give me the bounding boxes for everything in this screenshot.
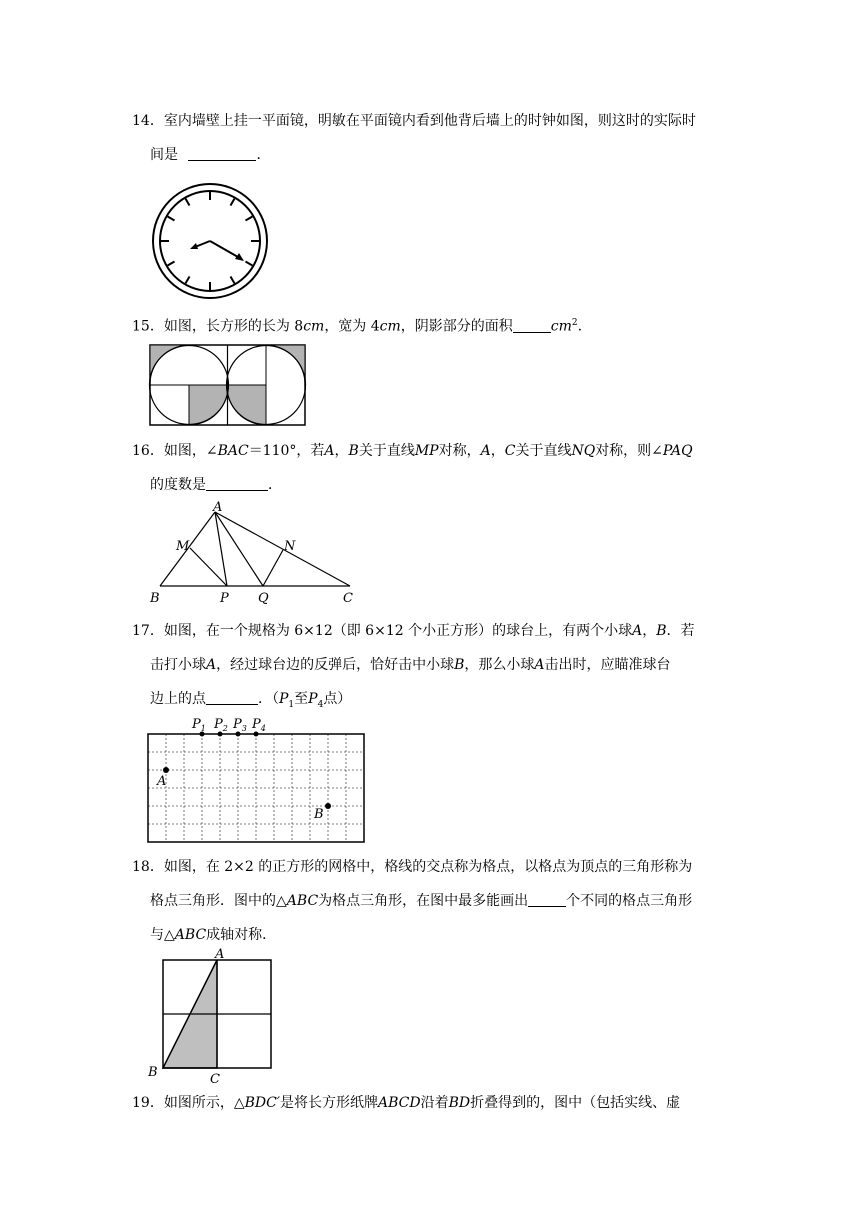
q16-label-M: M: [176, 539, 190, 554]
q16-label-B: B: [150, 591, 160, 606]
q17-ball-A: [163, 767, 169, 773]
q16-triangle-figure: [145, 500, 365, 608]
q16-line2: 的度数是 ．: [150, 477, 282, 493]
q18-line1: 18．如图，在 2×2 的正方形的网格中，格线的交点称为格点，以格点为顶点的三角形称为: [132, 859, 693, 875]
q17-line2: 击打小球A，经过球台边的反弹后，恰好击中小球B，那么小球A击出时，应瞄准球台: [150, 657, 671, 673]
q14-number: 14．: [132, 113, 164, 129]
q17-line1: 17．如图，在一个规格为 6×12（即 6×12 个小正方形）的球台上，有两个小球A，B．若: [132, 623, 695, 639]
q15-line1: 15．如图，长方形的长为 8cm，宽为 4cm，阴影部分的面积 $cm^2$.: [132, 318, 583, 335]
q17-number: 17．: [132, 623, 164, 639]
q15-answer-blank[interactable]: [513, 318, 551, 333]
clock-hour-arrow: [190, 243, 198, 249]
q16-line1: 16．如图，∠BAC＝110°，若A，B关于直线MP对称，A，C关于直线NQ对称，则∠PAQ: [132, 443, 693, 459]
q15-rectangle-figure: [148, 343, 308, 427]
q18-label-B: B: [148, 1065, 158, 1080]
q17-label-P2: $P_2$: [214, 717, 228, 733]
q16-number: 16．: [132, 443, 164, 459]
q14-clock-figure: [150, 183, 270, 301]
q17-line3: 边上的点 ．（$P_1$至$P_4$点）: [150, 691, 352, 710]
q17-label-P3: $P_3$: [233, 717, 247, 733]
q15-number: 15．: [132, 318, 164, 335]
q18-line3: 与△ABC成轴对称．: [150, 927, 277, 943]
clock-minute-arrow: [235, 253, 244, 261]
q17-ball-B: [325, 803, 331, 809]
clock-minute-hand: [210, 241, 238, 257]
q16-answer-blank[interactable]: [206, 476, 268, 491]
q18-label-A: A: [215, 947, 225, 962]
q17-billiard-grid-figure: [145, 714, 370, 846]
q16-label-P: P: [220, 591, 229, 606]
q17-grid-lines: [148, 734, 364, 842]
q16-label-C: C: [343, 591, 353, 606]
q16-label-N: N: [284, 539, 296, 554]
q18-number: 18．: [132, 859, 164, 875]
q14-answer-blank[interactable]: [188, 146, 256, 161]
q17-answer-blank[interactable]: [206, 690, 258, 705]
q14-text: 室内墙壁上挂一平面镜，明敏在平面镜内看到他背后墙上的时钟如图，则这时的实际时: [163, 113, 696, 129]
clock-hour-hand: [195, 241, 210, 247]
q16-label-A: A: [213, 500, 223, 515]
q17-label-B: B: [314, 807, 324, 822]
q17-label-P1: $P_1$: [192, 717, 206, 733]
q14-line2: 间是 ．: [150, 147, 271, 163]
q14-line1: [132, 111, 696, 131]
q18-answer-blank[interactable]: [528, 892, 566, 907]
q18-lattice-figure: [145, 946, 277, 1086]
q16-label-Q: Q: [258, 591, 269, 606]
q19-number: 19．: [132, 1095, 164, 1111]
q18-line2: 格点三角形．图中的△ABC为格点三角形，在图中最多能画出 个不同的格点三角形: [150, 893, 693, 909]
q17-label-P4: $P_4$: [252, 717, 266, 733]
q19-line1: 19．如图所示，△BDC′是将长方形纸牌ABCD沿着BD折叠得到的，图中（包括实线、虚: [132, 1095, 681, 1111]
q18-label-C: C: [210, 1072, 220, 1086]
q17-label-A: A: [157, 774, 167, 789]
